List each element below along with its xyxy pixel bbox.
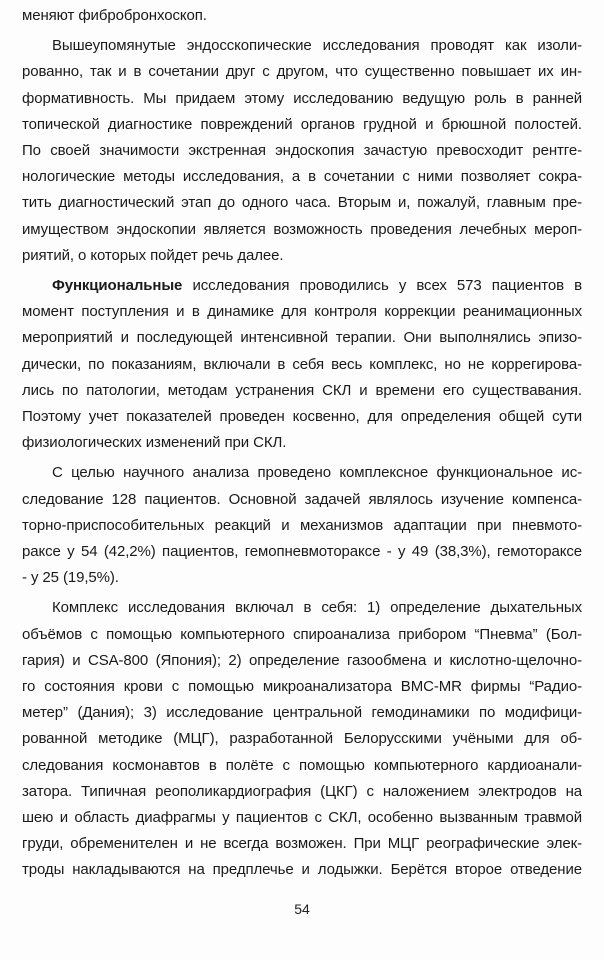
- text-line: мероприятий и последующей интенсивной терапии. Они выполнялись эпизо-: [22, 329, 582, 346]
- text-line: рованно, так и в сочетании друг с другом, что существенно повышает их ин-: [22, 63, 582, 80]
- text-line: торно-приспособительных реакций и механизмов адаптации при пневмото-: [22, 517, 582, 534]
- text-line: дически, по показаниям, включали в себя весь комплекс, но не коррегирова-: [22, 356, 582, 373]
- text-line: нологические методы исследования, а в сочетании с ними позволяет сокра-: [22, 168, 582, 185]
- text-line: груди, обременителен и не всегда возможен. При МЦГ реографические элек-: [22, 835, 582, 852]
- text-line-rest: исследования проводились у всех 573 пациентов в: [192, 277, 582, 294]
- text-line: рованной методике (МЦГ), разработанной Белорусскими учёными для об-: [22, 730, 582, 747]
- text-line: топической диагностике повреждений органов грудной и брюшной полостей.: [22, 116, 582, 133]
- text-line: шею и область диафрагмы у пациентов с СКЛ, особенно вызванным травмой: [22, 809, 582, 826]
- text-line: меняют фибробронхоскоп.: [22, 7, 207, 24]
- text-line: - у 25 (19,5%).: [22, 569, 119, 586]
- text-line: момент поступления и в динамике для контроля коррекции реанимационных: [22, 303, 582, 320]
- text-line: физиологических изменений при СКЛ.: [22, 434, 287, 451]
- text-line: Поэтому учет показателей проведен косвенно, для определения общей сути: [22, 408, 582, 425]
- text-line: Вышеупомянутые эндосскопические исследования проводят как изоли-: [52, 37, 582, 54]
- text-line: гария) и CSA-800 (Япония); 2) определение газообмена и кислотно-щелочно-: [22, 652, 582, 669]
- page-number: 54: [294, 901, 310, 917]
- text-line: раксе у 54 (42,2%) пациентов, гемопневмотораксе - у 49 (38,3%), гемотораксе: [22, 543, 582, 560]
- bold-lead-word: Функциональные: [52, 277, 183, 294]
- text-line: затора. Типичная реополикардиография (ЦКГ) с наложением электродов на: [22, 783, 582, 800]
- text-line: го состояния крови с помощью микроанализатора ВМС-MR фирмы “Радио-: [22, 678, 582, 695]
- text-line: Комплекс исследования включал в себя: 1) определение дыхательных: [52, 599, 582, 616]
- text-line: метер” (Дания); 3) исследование центральной гемодинамики по модифици-: [22, 704, 582, 721]
- text-line-with-bold-lead: [52, 276, 582, 296]
- text-line: По своей значимости экстренная эндоскопия зачастую превосходит рентге-: [22, 142, 582, 159]
- text-line: имуществом эндоскопии является возможность проведения лечебных мероп-: [22, 221, 582, 238]
- text-line: объёмов с помощью компьютерного спироанализа прибором “Пневма” (Бол-: [22, 626, 582, 643]
- text-line: троды накладываются на предплечье и лодыжки. Берётся второе отведение: [22, 861, 582, 878]
- text-line: следования космонавтов в полёте с помощью компьютерного кардиоанали-: [22, 757, 582, 774]
- text-line: следование 128 пациентов. Основной задачей являлось изучение компенса-: [22, 491, 582, 508]
- text-line: тить диагностический этап до одного часа. Вторым и, пожалуй, главным пре-: [22, 194, 582, 211]
- text-line: лись по патологии, методам устранения СКЛ и времени его существавания.: [22, 382, 582, 399]
- text-line: формативность. Мы придаем этому исследованию ведущую роль в ранней: [22, 90, 582, 107]
- text-line: С целью научного анализа проведено комплексное функциональное ис-: [52, 464, 582, 481]
- text-line: риятий, о которых пойдет речь далее.: [22, 247, 284, 264]
